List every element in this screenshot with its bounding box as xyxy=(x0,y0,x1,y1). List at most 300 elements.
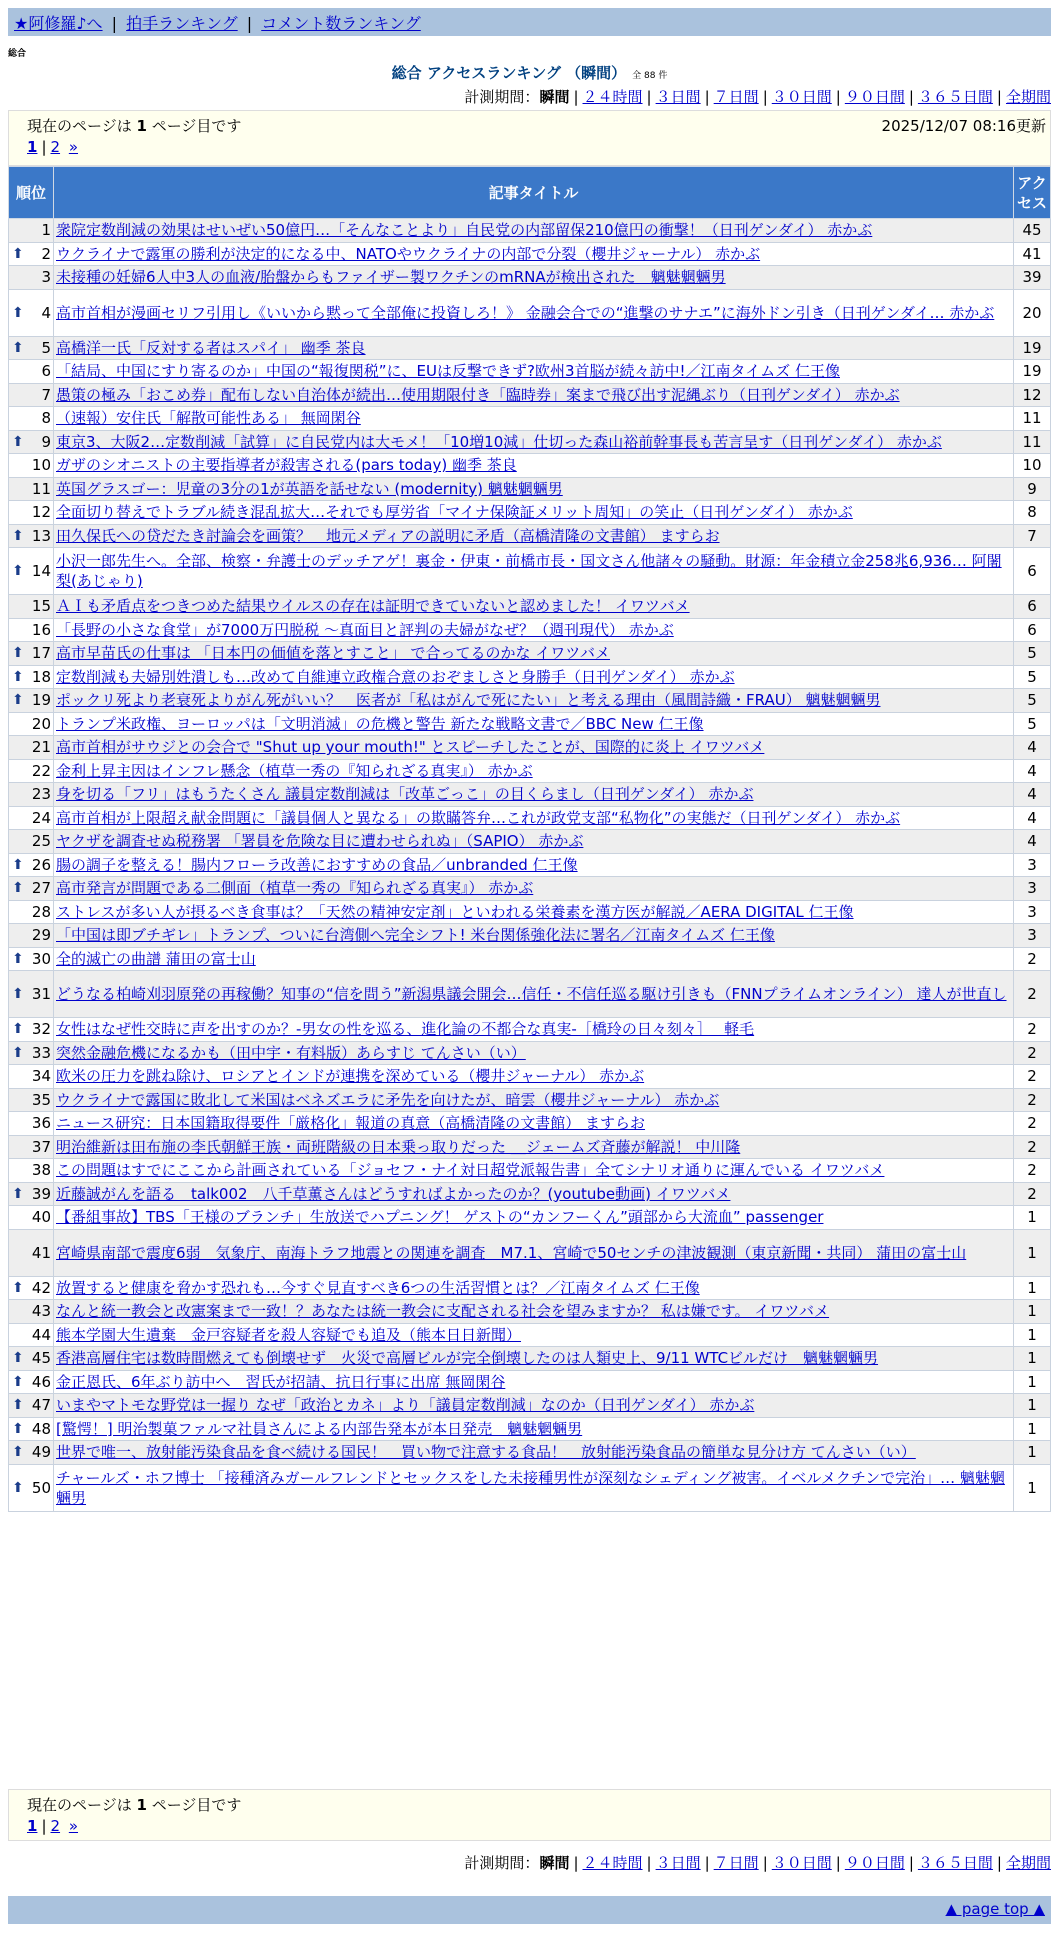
title-cell xyxy=(54,900,1014,924)
rank-number: 43 xyxy=(31,1302,51,1321)
rank-cell xyxy=(9,618,54,642)
page-info-top xyxy=(8,110,1051,166)
table-row xyxy=(9,1394,1051,1418)
period-link[interactable]: ９０日間 xyxy=(844,88,905,106)
article-link[interactable]: 「結局、中国にすり寄るのか」中国の“報復関税”に、EUは反撃できず?欧州3首脳が続々訪中!／江南タイムズ 仁王像 xyxy=(56,362,840,381)
period-separator: | xyxy=(762,88,768,106)
rank-cell xyxy=(9,1394,54,1418)
rank-cell xyxy=(9,900,54,924)
title-cell xyxy=(54,947,1014,971)
rank-number: 44 xyxy=(31,1325,51,1344)
rank-cell xyxy=(9,1135,54,1159)
rank-cell xyxy=(9,1018,54,1042)
period-link[interactable]: ３日間 xyxy=(655,88,701,106)
table-row xyxy=(9,1464,1051,1511)
rank-cell xyxy=(9,219,54,243)
page-link-2[interactable]: 2 xyxy=(50,1817,61,1835)
period-separator: | xyxy=(835,1854,841,1872)
rank-number: 25 xyxy=(31,832,51,851)
rank-number: 19 xyxy=(31,691,51,710)
rank-cell xyxy=(9,665,54,689)
page-link-1[interactable]: 1 xyxy=(27,138,38,156)
current-page-text: 現在のページは 1 ページ目です xyxy=(27,117,242,135)
title-cell xyxy=(54,665,1014,689)
rank-cell xyxy=(9,642,54,666)
article-link[interactable]: 田久保氏への贷だたき討論会を画策？ 地元メディアの説明に矛盾（高橋清隆の文書館） ますらお xyxy=(56,526,720,545)
period-separator: | xyxy=(573,88,579,106)
table-row xyxy=(9,900,1051,924)
article-link[interactable]: 突然金融危機になるかも（田中宇・有料版）あらすじ てんさい（い） xyxy=(56,1043,526,1062)
access-count: 4 xyxy=(1014,736,1051,760)
title-cell xyxy=(54,219,1014,243)
article-link[interactable]: ストレスが多い人が摂るべき食事は？「天然の精神安定剤」といわれる栄養素を漢方医が解説／AERA DIGITAL 仁王像 xyxy=(56,902,854,921)
table-row xyxy=(9,712,1051,736)
access-count: 3 xyxy=(1014,924,1051,948)
access-count: 1 xyxy=(1014,1323,1051,1347)
article-link[interactable]: ＡＩも矛盾点をつきつめた結果ウイルスの存在は証明できていないと認めました！ イワツバメ xyxy=(56,597,690,616)
period-link[interactable]: 全期間 xyxy=(1005,88,1051,106)
up-arrow-icon: ⬆ xyxy=(12,304,24,321)
access-count: 6 xyxy=(1014,595,1051,619)
access-count: 19 xyxy=(1014,336,1051,360)
period-link[interactable]: ２４時間 xyxy=(582,1854,643,1872)
rank-cell xyxy=(9,806,54,830)
article-link[interactable]: 小沢一郎先生へ。全部、検察・弁護士のデッチアゲ！裏金・伊東・前橋市長・国文さん他諸々の騒動。財源：年金積立金258兆6,936… 阿闍梨(あじゃり) xyxy=(56,552,1002,590)
article-link[interactable]: どうなる柏崎刈羽原発の再稼働？知事の“信を問う”新潟県議会開会…信任・不信任巡る駆け引きも（FNNプライムオンライン） 達人が世直し xyxy=(56,985,1007,1003)
period-label: 計測期間： xyxy=(464,1854,540,1872)
table-row xyxy=(9,1088,1051,1112)
table-row xyxy=(9,642,1051,666)
up-arrow-icon: ⬆ xyxy=(12,433,24,450)
table-row xyxy=(9,1041,1051,1065)
top-nav-bar xyxy=(8,8,1051,36)
access-count: 1 xyxy=(1014,1206,1051,1230)
title-cell xyxy=(54,759,1014,783)
ranking-title: 総合 アクセスランキング （瞬間） xyxy=(391,64,627,82)
pagination xyxy=(27,138,78,156)
title-cell xyxy=(54,1394,1014,1418)
table-row xyxy=(9,1065,1051,1089)
article-link[interactable]: 金利上昇主因はインフレ懸念（植草一秀の『知られざる真実』） 赤かぶ xyxy=(56,761,533,780)
article-link[interactable]: [驚愕！] 明治製菓ファルマ社員さんによる内部告発本が本日発売 魑魅魍魎男 xyxy=(56,1419,583,1438)
title-cell xyxy=(54,1112,1014,1136)
rank-cell xyxy=(9,853,54,877)
pagination xyxy=(27,1817,78,1835)
rank-cell xyxy=(9,1159,54,1183)
article-link[interactable]: 全面切り替えでトラブル続き混乱拡大…それでも厚労省「マイナ保険証メリット周知」の笑止（日刊ゲンダイ） 赤かぶ xyxy=(56,503,853,522)
access-count: 12 xyxy=(1014,383,1051,407)
access-count: 4 xyxy=(1014,759,1051,783)
article-link[interactable]: 英国グラスゴー：児童の3分の1が英語を話せない (modernity) 魑魅魍魎男 xyxy=(56,479,563,498)
table-row xyxy=(9,618,1051,642)
rank-cell xyxy=(9,736,54,760)
table-row xyxy=(9,759,1051,783)
title-cell xyxy=(54,1417,1014,1441)
title-cell xyxy=(54,454,1014,478)
rank-number: 41 xyxy=(31,1243,51,1262)
up-arrow-icon: ⬆ xyxy=(12,527,24,544)
title-cell xyxy=(54,336,1014,360)
table-row xyxy=(9,1182,1051,1206)
title-cell xyxy=(54,242,1014,266)
access-count: 4 xyxy=(1014,783,1051,807)
rank-number: 5 xyxy=(41,338,51,357)
rank-cell xyxy=(9,1112,54,1136)
period-separator: | xyxy=(835,88,841,106)
up-arrow-icon: ⬆ xyxy=(12,1397,24,1414)
table-row xyxy=(9,501,1051,525)
article-link[interactable]: 「長野の小さな食堂」が7000万円脱税 ～真面目と評判の夫婦がなぜ？（週刊現代） 赤かぶ xyxy=(56,620,674,639)
title-cell xyxy=(54,877,1014,901)
article-link[interactable]: トランプ米政権、ヨーロッパは「文明消滅」の危機と警告 新たな戦略文書で／BBC New 仁王像 xyxy=(56,714,704,733)
table-row xyxy=(9,336,1051,360)
title-cell xyxy=(54,1135,1014,1159)
table-row xyxy=(9,524,1051,548)
rank-cell xyxy=(9,877,54,901)
article-link[interactable]: ポックリ死より老衰死よりがん死がいい？ 医者が「私はがんで死にたい」と考える理由（風間詩織・FRAU） 魑魅魍魎男 xyxy=(56,691,881,710)
rank-cell xyxy=(9,1065,54,1089)
access-count: 39 xyxy=(1014,266,1051,290)
rank-cell xyxy=(9,242,54,266)
rank-number: 2 xyxy=(41,244,51,263)
article-link[interactable]: 高市早苗氏の仕事は 「日本円の価値を落とすこと」 で合ってるのかな イワツバメ xyxy=(56,644,611,663)
rank-number: 10 xyxy=(31,456,51,475)
access-count: 1 xyxy=(1014,1370,1051,1394)
access-count: 6 xyxy=(1014,548,1051,595)
table-row xyxy=(9,1159,1051,1183)
period-separator: | xyxy=(908,1854,914,1872)
access-count: 3 xyxy=(1014,900,1051,924)
title-cell xyxy=(54,1065,1014,1089)
table-row xyxy=(9,595,1051,619)
article-link[interactable]: 高市首相が漫画セリフ引用し《いいから黙って全部俺に投資しろ！》 金融会合での“進撃のサナエ”に海外ドン引き（日刊ゲンダイ… 赤かぶ xyxy=(56,303,995,322)
title-cell xyxy=(54,1041,1014,1065)
period-link[interactable]: ２４時間 xyxy=(582,88,643,106)
rank-cell xyxy=(9,712,54,736)
title-cell xyxy=(54,430,1014,454)
article-link[interactable]: 定数削減も夫婦別姓潰しも…改めて自維連立政権合意のおぞましさと身勝手（日刊ゲンダイ） 赤かぶ xyxy=(56,667,735,686)
next-page-link[interactable]: » xyxy=(68,1817,79,1835)
clap-ranking-link[interactable]: 拍手ランキング xyxy=(126,14,238,33)
rank-cell xyxy=(9,971,54,1018)
up-arrow-icon: ⬆ xyxy=(12,986,24,1002)
period-separator: | xyxy=(996,88,1002,106)
up-arrow-icon: ⬆ xyxy=(12,339,24,356)
rank-cell xyxy=(9,1347,54,1371)
up-arrow-icon: ⬆ xyxy=(12,1420,24,1437)
rank-cell xyxy=(9,1441,54,1465)
rank-cell xyxy=(9,454,54,478)
title-cell xyxy=(54,1276,1014,1300)
article-link[interactable]: 高市首相が上限超え献金問題に「議員個人と異なる」の欺瞞答弁…これが政党支部“私物化”の実態だ（日刊ゲンダイ） 赤かぶ xyxy=(56,808,901,827)
pager-separator: | xyxy=(41,1817,47,1835)
up-arrow-icon: ⬆ xyxy=(12,1479,24,1496)
article-link[interactable]: 女性はなぜ性交時に声を出すのか？-男女の性を巡る、進化論の不都合な真実-［橋玲の日々刻々］ 軽毛 xyxy=(56,1020,755,1039)
table-row xyxy=(9,1112,1051,1136)
title-cell xyxy=(54,595,1014,619)
access-count: 45 xyxy=(1014,219,1051,243)
current-page-text: 現在のページは 1 ページ目です xyxy=(27,1796,242,1814)
rank-number: 39 xyxy=(31,1184,51,1203)
article-link[interactable]: 【番組事故】TBS「王様のブランチ」生放送でハプニング！ ゲストの“カンフーくん”頭部から大流血” passenger xyxy=(56,1208,824,1227)
rank-cell xyxy=(9,1229,54,1276)
period-separator: | xyxy=(573,1854,579,1872)
category-label: 総合 xyxy=(8,49,27,59)
page-link-1[interactable]: 1 xyxy=(27,1817,38,1835)
access-count: 1 xyxy=(1014,1347,1051,1371)
title-cell xyxy=(54,1323,1014,1347)
table-row xyxy=(9,477,1051,501)
table-row xyxy=(9,783,1051,807)
table-row xyxy=(9,289,1051,336)
title-cell xyxy=(54,477,1014,501)
article-link[interactable]: （速報）安住氏「解散可能性ある」 無岡閑谷 xyxy=(56,409,361,428)
access-count: 2 xyxy=(1014,1088,1051,1112)
article-link[interactable]: ガザのシオニストの主要指導者が殺害される(pars today) 幽季 茶良 xyxy=(56,456,517,475)
access-count: 2 xyxy=(1014,1018,1051,1042)
article-link[interactable]: なんと統一教会と改憲案まで一致！？あなたは統一教会に支配される社会を望みますか？ 私は嫌です。 イワツバメ xyxy=(56,1302,830,1321)
rank-number: 29 xyxy=(31,926,51,945)
next-page-link[interactable]: » xyxy=(68,138,79,156)
title-header: 記事タイトル xyxy=(54,167,1014,219)
rank-number: 45 xyxy=(31,1349,51,1368)
access-count: 5 xyxy=(1014,689,1051,713)
rank-cell xyxy=(9,1041,54,1065)
rank-number: 12 xyxy=(31,503,51,522)
up-arrow-icon: ⬆ xyxy=(12,563,24,579)
access-count: 2 xyxy=(1014,1041,1051,1065)
article-link[interactable]: 世界で唯一、放射能汚染食品を食べ続ける国民！ 買い物で注意する食品！ 放射能汚染食品の簡単な見分け方 てんさい（い） xyxy=(56,1443,916,1462)
access-count: 20 xyxy=(1014,289,1051,336)
access-count: 1 xyxy=(1014,1464,1051,1511)
period-separator: | xyxy=(646,88,652,106)
rank-number: 30 xyxy=(31,949,51,968)
table-row xyxy=(9,407,1051,431)
up-arrow-icon: ⬆ xyxy=(12,1044,24,1061)
article-link[interactable]: この問題はすでにここから計画されている「ジョセフ・ナイ対日超党派報告書」全てシナリオ通りに運んでいる イワツバメ xyxy=(56,1161,885,1180)
table-row xyxy=(9,665,1051,689)
table-row xyxy=(9,548,1051,595)
access-count: 2 xyxy=(1014,1182,1051,1206)
period-link[interactable]: 全期間 xyxy=(1005,1854,1051,1872)
page-link-2[interactable]: 2 xyxy=(50,138,61,156)
article-link[interactable]: 愚策の極み「おこめ券」配布しない自治体が続出…使用期限付き「臨時券」案まで飛び出す泥縄ぶり（日刊ゲンダイ） 赤かぶ xyxy=(56,385,900,404)
table-row xyxy=(9,1300,1051,1324)
period-link[interactable]: ７日間 xyxy=(713,1854,759,1872)
period-link[interactable]: ３日間 xyxy=(655,1854,701,1872)
article-link[interactable]: 欧米の圧力を跳ね除け、ロシアとインドが連携を深めている（櫻井ジャーナル） 赤かぶ xyxy=(56,1067,645,1086)
table-row xyxy=(9,877,1051,901)
access-count: 2 xyxy=(1014,1135,1051,1159)
period-separator: | xyxy=(646,1854,652,1872)
up-arrow-icon: ⬆ xyxy=(12,668,24,685)
rank-cell xyxy=(9,266,54,290)
article-link[interactable]: 身を切る「フリ」はもうたくさん 議員定数削減は「改革ごっこ」の目くらまし（日刊ゲンダイ） 赤かぶ xyxy=(56,785,754,804)
rank-number: 38 xyxy=(31,1161,51,1180)
rank-number: 31 xyxy=(31,985,51,1003)
title-cell xyxy=(54,501,1014,525)
rank-cell xyxy=(9,924,54,948)
access-count: 1 xyxy=(1014,1417,1051,1441)
table-row xyxy=(9,830,1051,854)
title-cell xyxy=(54,783,1014,807)
title-cell xyxy=(54,806,1014,830)
access-count: 2 xyxy=(1014,971,1051,1018)
rank-number: 35 xyxy=(31,1090,51,1109)
title-cell xyxy=(54,289,1014,336)
updated-timestamp: 2025/12/07 08:16更新 xyxy=(881,117,1046,135)
rank-number: 21 xyxy=(31,738,51,757)
article-link[interactable]: 高市首相がサウジとの会合で "Shut up your mouth!" とスピーチしたことが、国際的に炎上 イワツバメ xyxy=(56,738,765,757)
access-count: 41 xyxy=(1014,242,1051,266)
article-link[interactable]: 香港高層住宅は数時間燃えても倒壊せず 火災で高層ビルが完全倒壊したのは人類史上、9/11 WTCビルだけ 魑魅魍魎男 xyxy=(56,1349,879,1368)
title-cell xyxy=(54,618,1014,642)
rank-cell xyxy=(9,1088,54,1112)
table-row xyxy=(9,1370,1051,1394)
page-top-link[interactable]: ▲ page top ▲ xyxy=(945,1900,1045,1918)
title-cell xyxy=(54,1464,1014,1511)
article-link[interactable]: 近藤誠がんを語る talk002 八千草薫さんはどうすればよかったのか？(youtube動画) イワツバメ xyxy=(56,1184,731,1203)
table-row xyxy=(9,736,1051,760)
rank-cell xyxy=(9,1300,54,1324)
period-current: 瞬間 xyxy=(539,88,570,106)
article-link[interactable]: 「中国は即ブチギレ」トランプ、ついに台湾側へ完全シフト! 米台関係強化法に署名／江南タイムズ 仁王像 xyxy=(56,926,775,945)
article-link[interactable]: 高橋洋一氏「反対する者はスパイ」 幽季 茶良 xyxy=(56,338,366,357)
pager-separator: | xyxy=(41,138,47,156)
article-link[interactable]: 腸の調子を整える！腸内フローラ改善におすすめの食品／unbranded 仁王像 xyxy=(56,855,578,874)
rank-number: 26 xyxy=(31,855,51,874)
rank-number: 27 xyxy=(31,879,51,898)
access-count: 3 xyxy=(1014,877,1051,901)
home-link[interactable]: ★阿修羅♪へ xyxy=(14,14,103,33)
table-row xyxy=(9,1135,1051,1159)
table-row xyxy=(9,266,1051,290)
period-separator: | xyxy=(704,1854,710,1872)
page-title xyxy=(0,62,1059,83)
rank-number: 28 xyxy=(31,902,51,921)
rank-number: 20 xyxy=(31,714,51,733)
article-link[interactable]: 放置すると健康を脅かす恐れも…今すぐ見直すべき6つの生活習慣とは？／江南タイムズ 仁王像 xyxy=(56,1278,700,1297)
article-link[interactable]: 東京3、大阪2…定数削減「試算」に自民党内は大モメ！「10増10減」仕切った森山裕前幹事長も苦言呈す（日刊ゲンダイ） 赤かぶ xyxy=(56,432,942,451)
period-separator: | xyxy=(908,88,914,106)
article-link[interactable]: いまやマトモな野党は一握り なぜ「政治とカネ」より「議員定数削減」なのか（日刊ゲンダイ） 赤かぶ xyxy=(56,1396,755,1415)
article-link[interactable]: 金正恩氏、6年ぶり訪中へ 習氏が招請、抗日行事に出席 無岡閑谷 xyxy=(56,1372,506,1391)
period-current: 瞬間 xyxy=(539,1854,570,1872)
table-row xyxy=(9,430,1051,454)
rank-number: 37 xyxy=(31,1137,51,1156)
table-row xyxy=(9,1417,1051,1441)
title-cell xyxy=(54,1441,1014,1465)
title-cell xyxy=(54,1370,1014,1394)
up-arrow-icon: ⬆ xyxy=(12,1185,24,1202)
rank-cell xyxy=(9,595,54,619)
article-link[interactable]: 明治維新は田布施の李氏朝鮮王族・両班階級の日本乗っ取りだった ＿ジェームズ斉藤が解説！ 中川隆 xyxy=(56,1137,741,1156)
rank-cell xyxy=(9,477,54,501)
period-separator: | xyxy=(996,1854,1002,1872)
title-cell xyxy=(54,1206,1014,1230)
rank-cell xyxy=(9,783,54,807)
article-link[interactable]: チャールズ・ホフ博士 「接種済みガールフレンドとセックスをした未接種男性が深刻なシェディング被害。イベルメクチンで完治」… 魑魅魍魎男 xyxy=(56,1468,1005,1507)
title-cell xyxy=(54,1088,1014,1112)
access-count: 5 xyxy=(1014,642,1051,666)
access-count: 9 xyxy=(1014,477,1051,501)
article-link[interactable]: 衆院定数削減の効果はせいぜい50億円…「そんなことより」自民党の内部留保210億円の衝撃！（日刊ゲンダイ） 赤かぶ xyxy=(56,221,873,240)
period-label: 計測期間： xyxy=(464,88,540,106)
article-link[interactable]: ウクライナで露軍の勝利が決定的になる中、NATOやウクライナの内部で分裂（櫻井ジャーナル） 赤かぶ xyxy=(56,244,761,263)
rank-cell xyxy=(9,759,54,783)
table-row xyxy=(9,947,1051,971)
rank-cell xyxy=(9,1206,54,1230)
bottom-bar xyxy=(8,1896,1051,1924)
rank-number: 50 xyxy=(31,1478,51,1497)
rank-number: 46 xyxy=(31,1372,51,1391)
period-selector-bottom xyxy=(464,1852,1051,1873)
access-count: 5 xyxy=(1014,665,1051,689)
rank-number: 23 xyxy=(31,785,51,804)
title-cell xyxy=(54,1182,1014,1206)
article-link[interactable]: ウクライナで露国に敗北して米国はベネズエラに矛先を向けたが、暗雲（櫻井ジャーナル） 赤かぶ xyxy=(56,1090,720,1109)
access-count: 2 xyxy=(1014,1065,1051,1089)
up-arrow-icon: ⬆ xyxy=(12,645,24,662)
rank-cell xyxy=(9,1370,54,1394)
period-link[interactable]: ３０日間 xyxy=(771,88,832,106)
article-link[interactable]: 熊本学園大生遺棄 金戸容疑者を殺人容疑でも追及（熊本日日新聞） xyxy=(56,1325,522,1344)
rank-number: 48 xyxy=(31,1419,51,1438)
table-row xyxy=(9,1206,1051,1230)
access-count: 4 xyxy=(1014,806,1051,830)
rank-number: 3 xyxy=(41,268,51,287)
rank-number: 18 xyxy=(31,667,51,686)
up-arrow-icon: ⬆ xyxy=(12,1021,24,1038)
access-count: 2 xyxy=(1014,1112,1051,1136)
comment-ranking-link[interactable]: コメント数ランキング xyxy=(261,14,421,33)
article-link[interactable]: 宮崎県南部で震度6弱 気象庁、南海トラフ地震との関連を調査 M7.1、宮崎で50センチの津波観測（東京新聞・共同） 蒲田の富士山 xyxy=(56,1243,967,1262)
article-link[interactable]: 高市発言が問題である二側面（植草一秀の『知られざる真実』） 赤かぶ xyxy=(56,879,534,898)
article-link[interactable]: 未接種の妊婦6人中3人の血液/胎盤からもファイザー製ワクチンのmRNAが検出された 魑魅魍魎男 xyxy=(56,268,726,287)
period-link[interactable]: ３０日間 xyxy=(771,1854,832,1872)
access-count: 2 xyxy=(1014,1159,1051,1183)
rank-number: 33 xyxy=(31,1043,51,1062)
rank-cell xyxy=(9,947,54,971)
article-link[interactable]: ニュース研究：日本国籍取得要件「厳格化」報道の真意（高橋清隆の文書館） ますらお xyxy=(56,1114,646,1133)
rank-cell xyxy=(9,524,54,548)
rank-cell xyxy=(9,407,54,431)
up-arrow-icon: ⬆ xyxy=(12,950,24,967)
period-link[interactable]: ３６５日間 xyxy=(917,1854,993,1872)
article-link[interactable]: ヤクザを調査せぬ税務署 「署員を危険な目に遭わせられぬ」（SAPIO） 赤かぶ xyxy=(56,832,584,851)
access-count: 19 xyxy=(1014,360,1051,384)
title-cell xyxy=(54,1159,1014,1183)
title-cell xyxy=(54,1229,1014,1276)
article-link[interactable]: 全的滅亡の曲譜 蒲田の富士山 xyxy=(56,949,256,968)
period-link[interactable]: ３６５日間 xyxy=(917,88,993,106)
rank-number: 4 xyxy=(41,303,51,322)
rank-number: 42 xyxy=(31,1278,51,1297)
access-count: 1 xyxy=(1014,1276,1051,1300)
up-arrow-icon: ⬆ xyxy=(12,1444,24,1461)
access-count: 2 xyxy=(1014,947,1051,971)
table-row xyxy=(9,1018,1051,1042)
rank-number: 24 xyxy=(31,808,51,827)
access-count: 11 xyxy=(1014,407,1051,431)
title-cell xyxy=(54,830,1014,854)
up-arrow-icon: ⬆ xyxy=(12,1350,24,1367)
period-link[interactable]: ７日間 xyxy=(713,88,759,106)
rank-number: 16 xyxy=(31,620,51,639)
table-row xyxy=(9,1229,1051,1276)
period-link[interactable]: ９０日間 xyxy=(844,1854,905,1872)
table-row xyxy=(9,971,1051,1018)
